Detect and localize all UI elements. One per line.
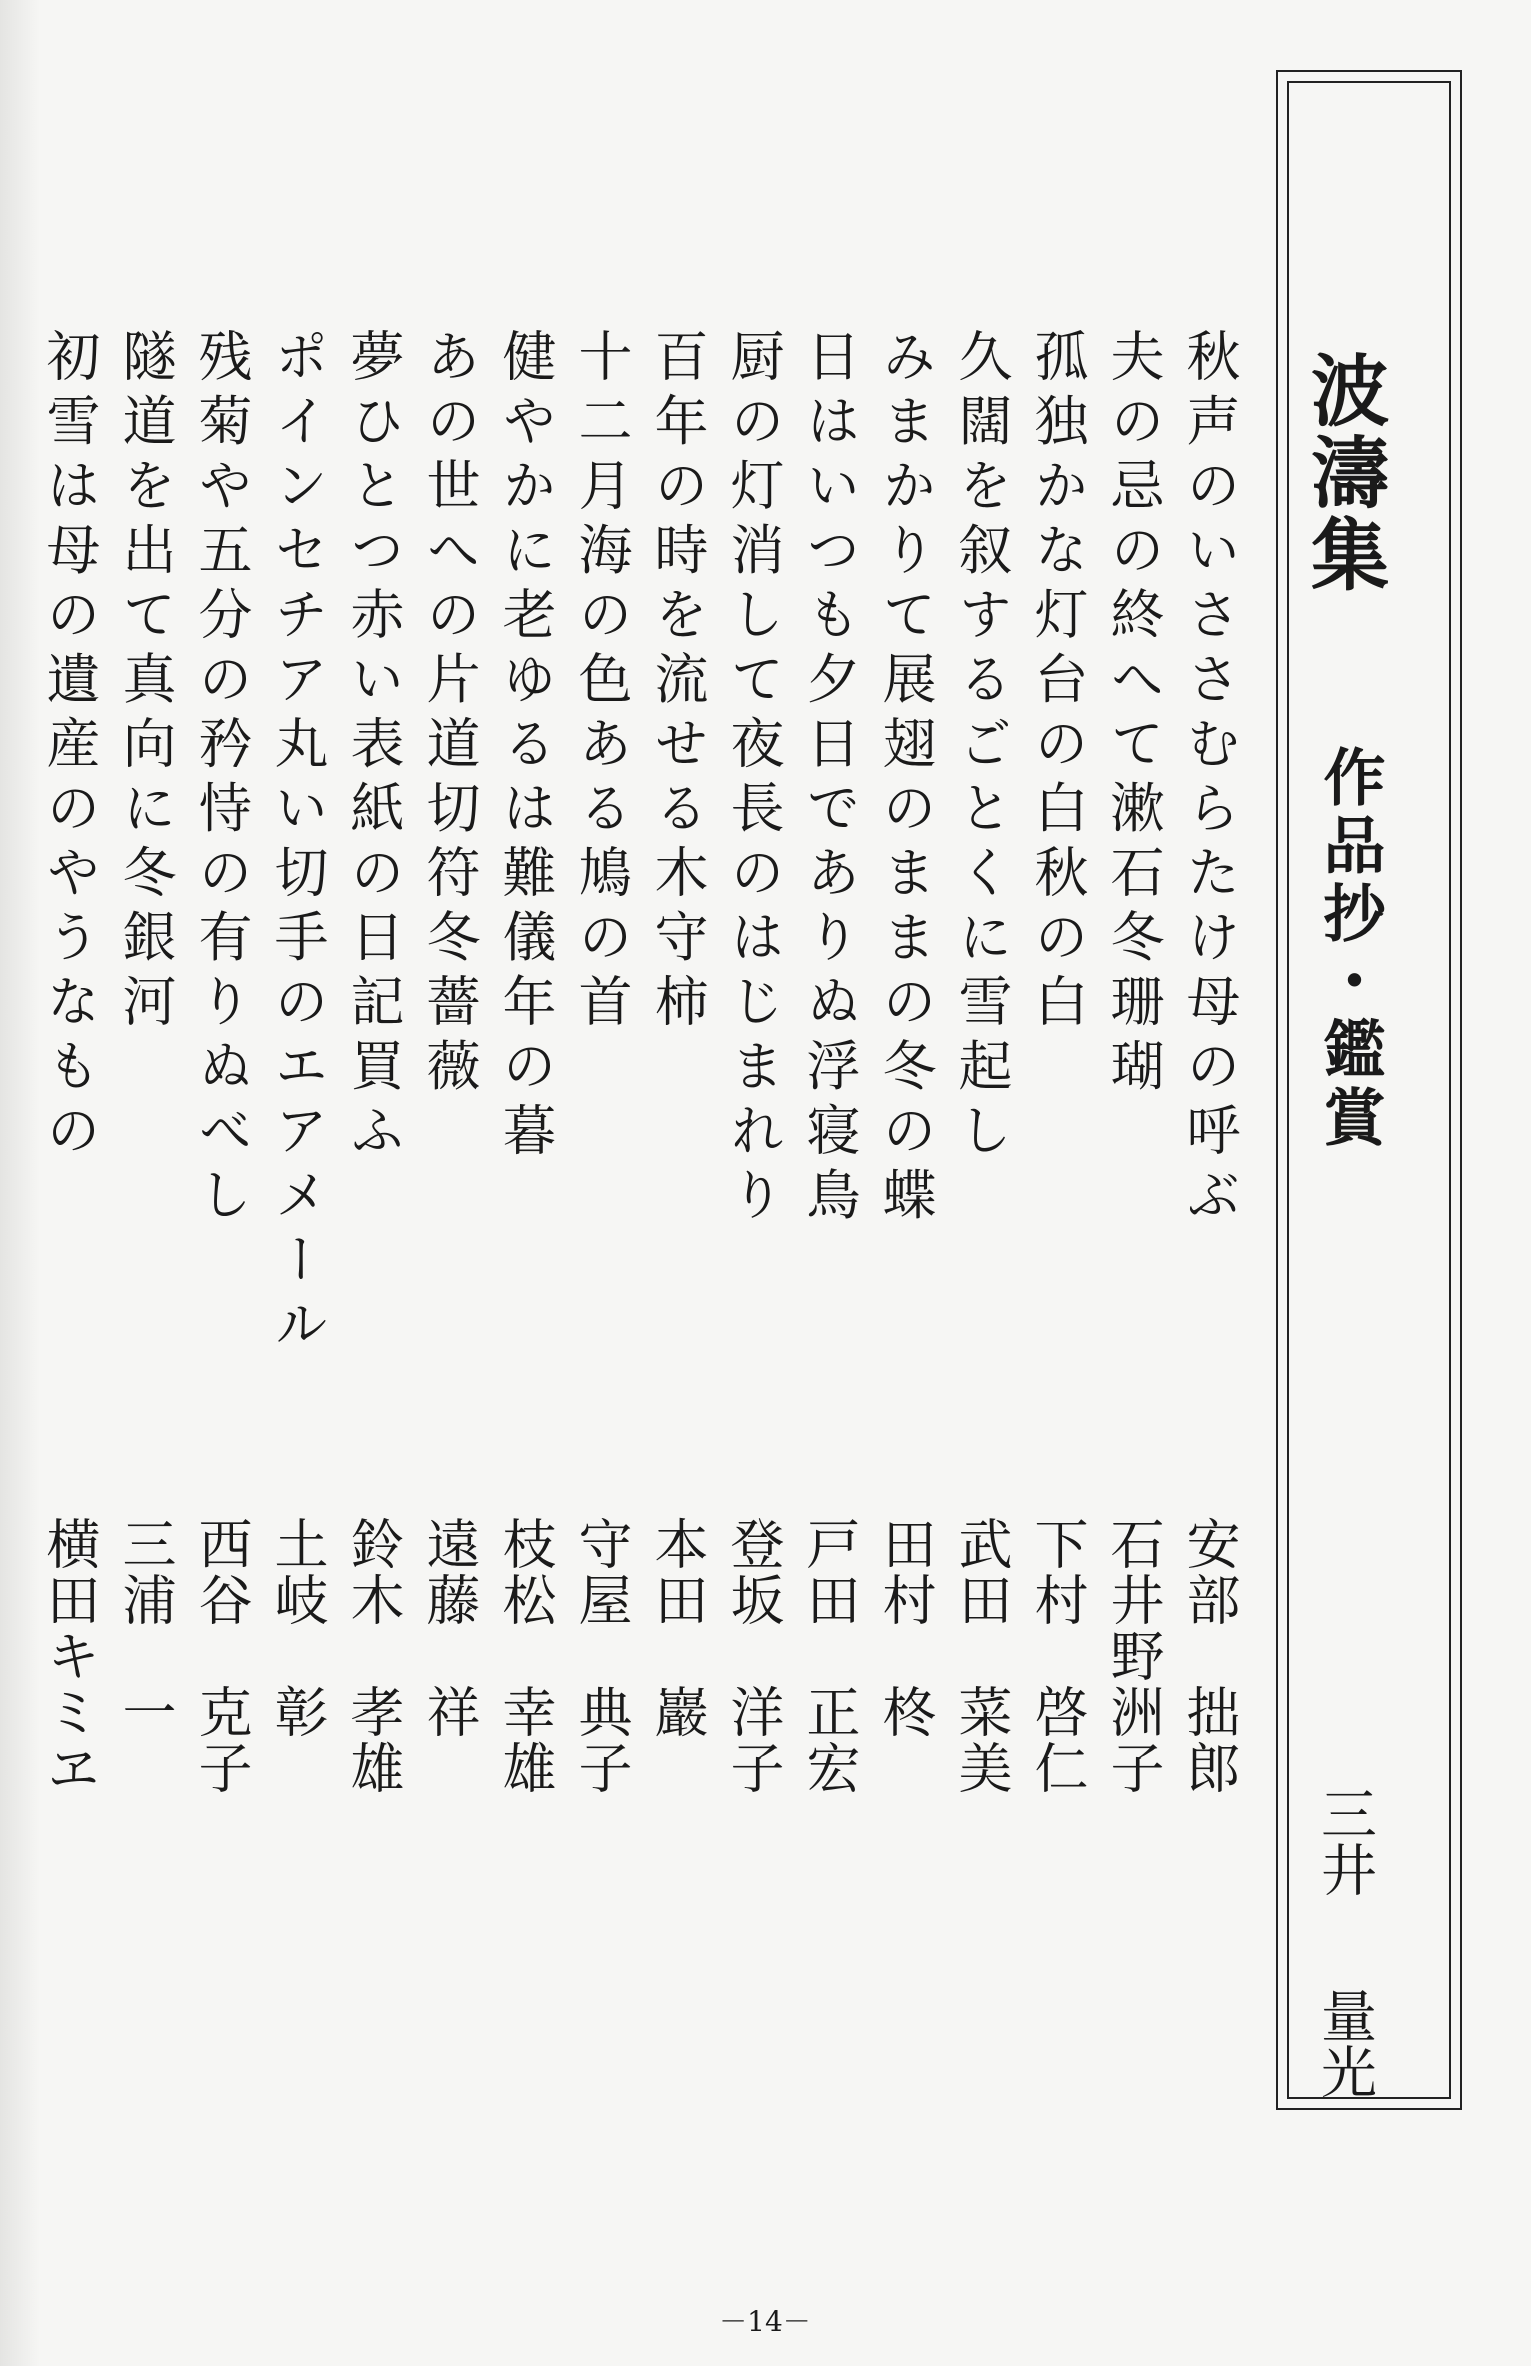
haiku-column [1024, 328, 1090, 1796]
haiku-author: 西谷 克子 [190, 1516, 253, 1796]
haiku-column [416, 328, 482, 1748]
haiku-text: 久闊を叙するごとくに雪起し [950, 328, 1013, 1167]
haiku-text: 夫の忌の終へて漱石冬珊瑚 [1102, 328, 1165, 1102]
haiku-author: 遠藤 祥 [418, 1516, 481, 1740]
haiku-author: 安部 拙郎 [1178, 1516, 1241, 1796]
essay-author [1312, 1785, 1377, 2099]
haiku-column [872, 328, 938, 1748]
haiku-column [112, 328, 178, 1748]
haiku-author: 戸田 正宏 [798, 1516, 861, 1796]
haiku-column [644, 328, 710, 1748]
haiku-text: 十二月海の色ある鳩の首 [570, 328, 633, 1038]
haiku-text: 夢ひとつ赤い表紙の日記買ふ [342, 328, 405, 1167]
haiku-column [36, 328, 102, 1796]
haiku-author: 枝松 幸雄 [494, 1516, 557, 1796]
haiku-column [796, 328, 862, 1796]
haiku-column [1100, 328, 1166, 1796]
haiku-author: 石井野洲子 [1102, 1516, 1165, 1796]
haiku-column [720, 328, 786, 1796]
haiku-author: 田村 柊 [874, 1516, 937, 1740]
haiku-author: 本田 巖 [646, 1516, 709, 1740]
haiku-text: あの世への片道切符冬薔薇 [418, 328, 481, 1102]
haiku-column [492, 328, 558, 1796]
haiku-text: 健やかに老ゆるは難儀年の暮 [494, 328, 557, 1167]
haiku-text: 百年の時を流せる木守柿 [646, 328, 709, 1038]
essay-author-given: 量光 [1312, 1987, 1377, 2099]
haiku-text: 秋声のいささむらたけ母の呼ぶ [1178, 328, 1241, 1231]
haiku-text: ポインセチア丸い切手のエアメール [266, 328, 329, 1360]
haiku-text: みまかりて展翅のままの冬の蝶 [874, 328, 937, 1231]
haiku-column [264, 328, 330, 1748]
section-subtitle: 作品抄・鑑賞 [1313, 745, 1386, 1153]
haiku-author: 登坂 洋子 [722, 1516, 785, 1796]
haiku-column [188, 328, 254, 1796]
haiku-author: 横田キミヱ [38, 1516, 101, 1796]
haiku-text: 日はいつも夕日でありぬ浮寝鳥 [798, 328, 861, 1231]
haiku-column [1176, 328, 1242, 1796]
haiku-author: 武田 菜美 [950, 1516, 1013, 1796]
haiku-column [948, 328, 1014, 1796]
haiku-column [340, 328, 406, 1796]
haiku-author: 下村 啓仁 [1026, 1516, 1089, 1796]
haiku-text: 隧道を出て真向に冬銀河 [114, 328, 177, 1038]
haiku-text: 厨の灯消して夜長のはじまれり [722, 328, 785, 1231]
haiku-author: 守屋 典子 [570, 1516, 633, 1796]
haiku-author: 三浦 一 [114, 1516, 177, 1740]
essay-author-family: 三井 [1312, 1785, 1377, 1897]
page-edge-shadow [0, 0, 40, 2366]
section-title: 波濤集 [1298, 350, 1389, 596]
haiku-author: 土岐 彰 [266, 1516, 329, 1740]
haiku-column [568, 328, 634, 1796]
haiku-text: 孤独かな灯台の白秋の白 [1026, 328, 1089, 1038]
haiku-text: 残菊や五分の矜恃の有りぬべし [190, 328, 253, 1231]
page-number: －14－ [719, 2305, 811, 2338]
haiku-author: 鈴木 孝雄 [342, 1516, 405, 1796]
haiku-text: 初雪は母の遺産のやうなもの [38, 328, 101, 1167]
